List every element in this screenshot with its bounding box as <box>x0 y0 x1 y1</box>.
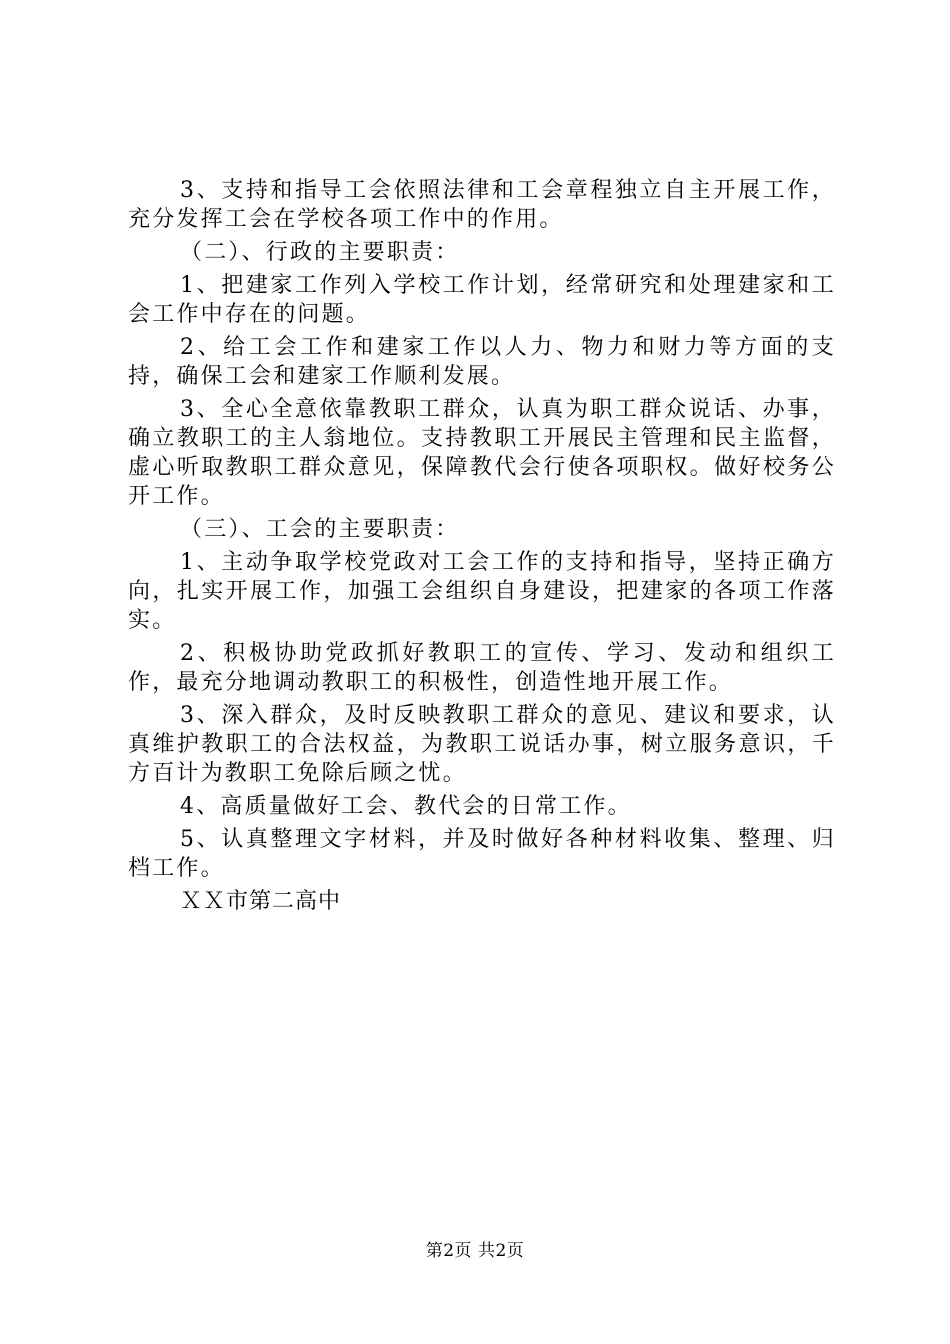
paragraph-union-duty-1: 1、主动争取学校党政对工会工作的支持和指导，坚持正确方向，扎实开展工作，加强工会组织自身建设，把建家的各项工作落实。 <box>128 550 836 633</box>
paragraph-admin-duty-2: 2、给工会工作和建家工作以人力、物力和财力等方面的支持，确保工会和建家工作顺利发展。 <box>128 335 836 389</box>
document-body <box>128 176 836 920</box>
section-heading-union: （三）、工会的主要职责： <box>180 517 460 542</box>
signature-school-name: ＸＸ市第二高中 <box>180 889 342 914</box>
page-number-label: 第2页 共2页 <box>425 1241 525 1261</box>
page-footer <box>0 1240 950 1262</box>
paragraph-union-duty-4: 4、高质量做好工会、教代会的日常工作。 <box>180 794 632 819</box>
paragraph-union-duty-5: 5、认真整理文字材料，并及时做好各种材料收集、整理、归档工作。 <box>128 827 836 881</box>
paragraph-support-union: 3、支持和指导工会依照法律和工会章程独立自主开展工作，充分发挥工会在学校各项工作中的作用。 <box>128 178 836 232</box>
paragraph-admin-duty-1: 1、把建家工作列入学校工作计划，经常研究和处理建家和工会工作中存在的问题。 <box>128 273 836 327</box>
paragraph-union-duty-2: 2、积极协助党政抓好教职工的宣传、学习、发动和组织工作，最充分地调动教职工的积极性，创造性地开展工作。 <box>128 641 836 695</box>
paragraph-union-duty-3: 3、深入群众，及时反映教职工群众的意见、建议和要求，认真维护教职工的合法权益，为教职工说话办事，树立服务意识，千方百计为教职工免除后顾之忧。 <box>128 703 836 786</box>
section-heading-administration: （二）、行政的主要职责： <box>180 240 460 265</box>
paragraph-admin-duty-3: 3、全心全意依靠教职工群众，认真为职工群众说话、办事，确立教职工的主人翁地位。支持教职工开展民主管理和民主监督，虚心听取教职工群众意见，保障教代会行使各项职权。做好校务公开工作。 <box>128 397 836 509</box>
